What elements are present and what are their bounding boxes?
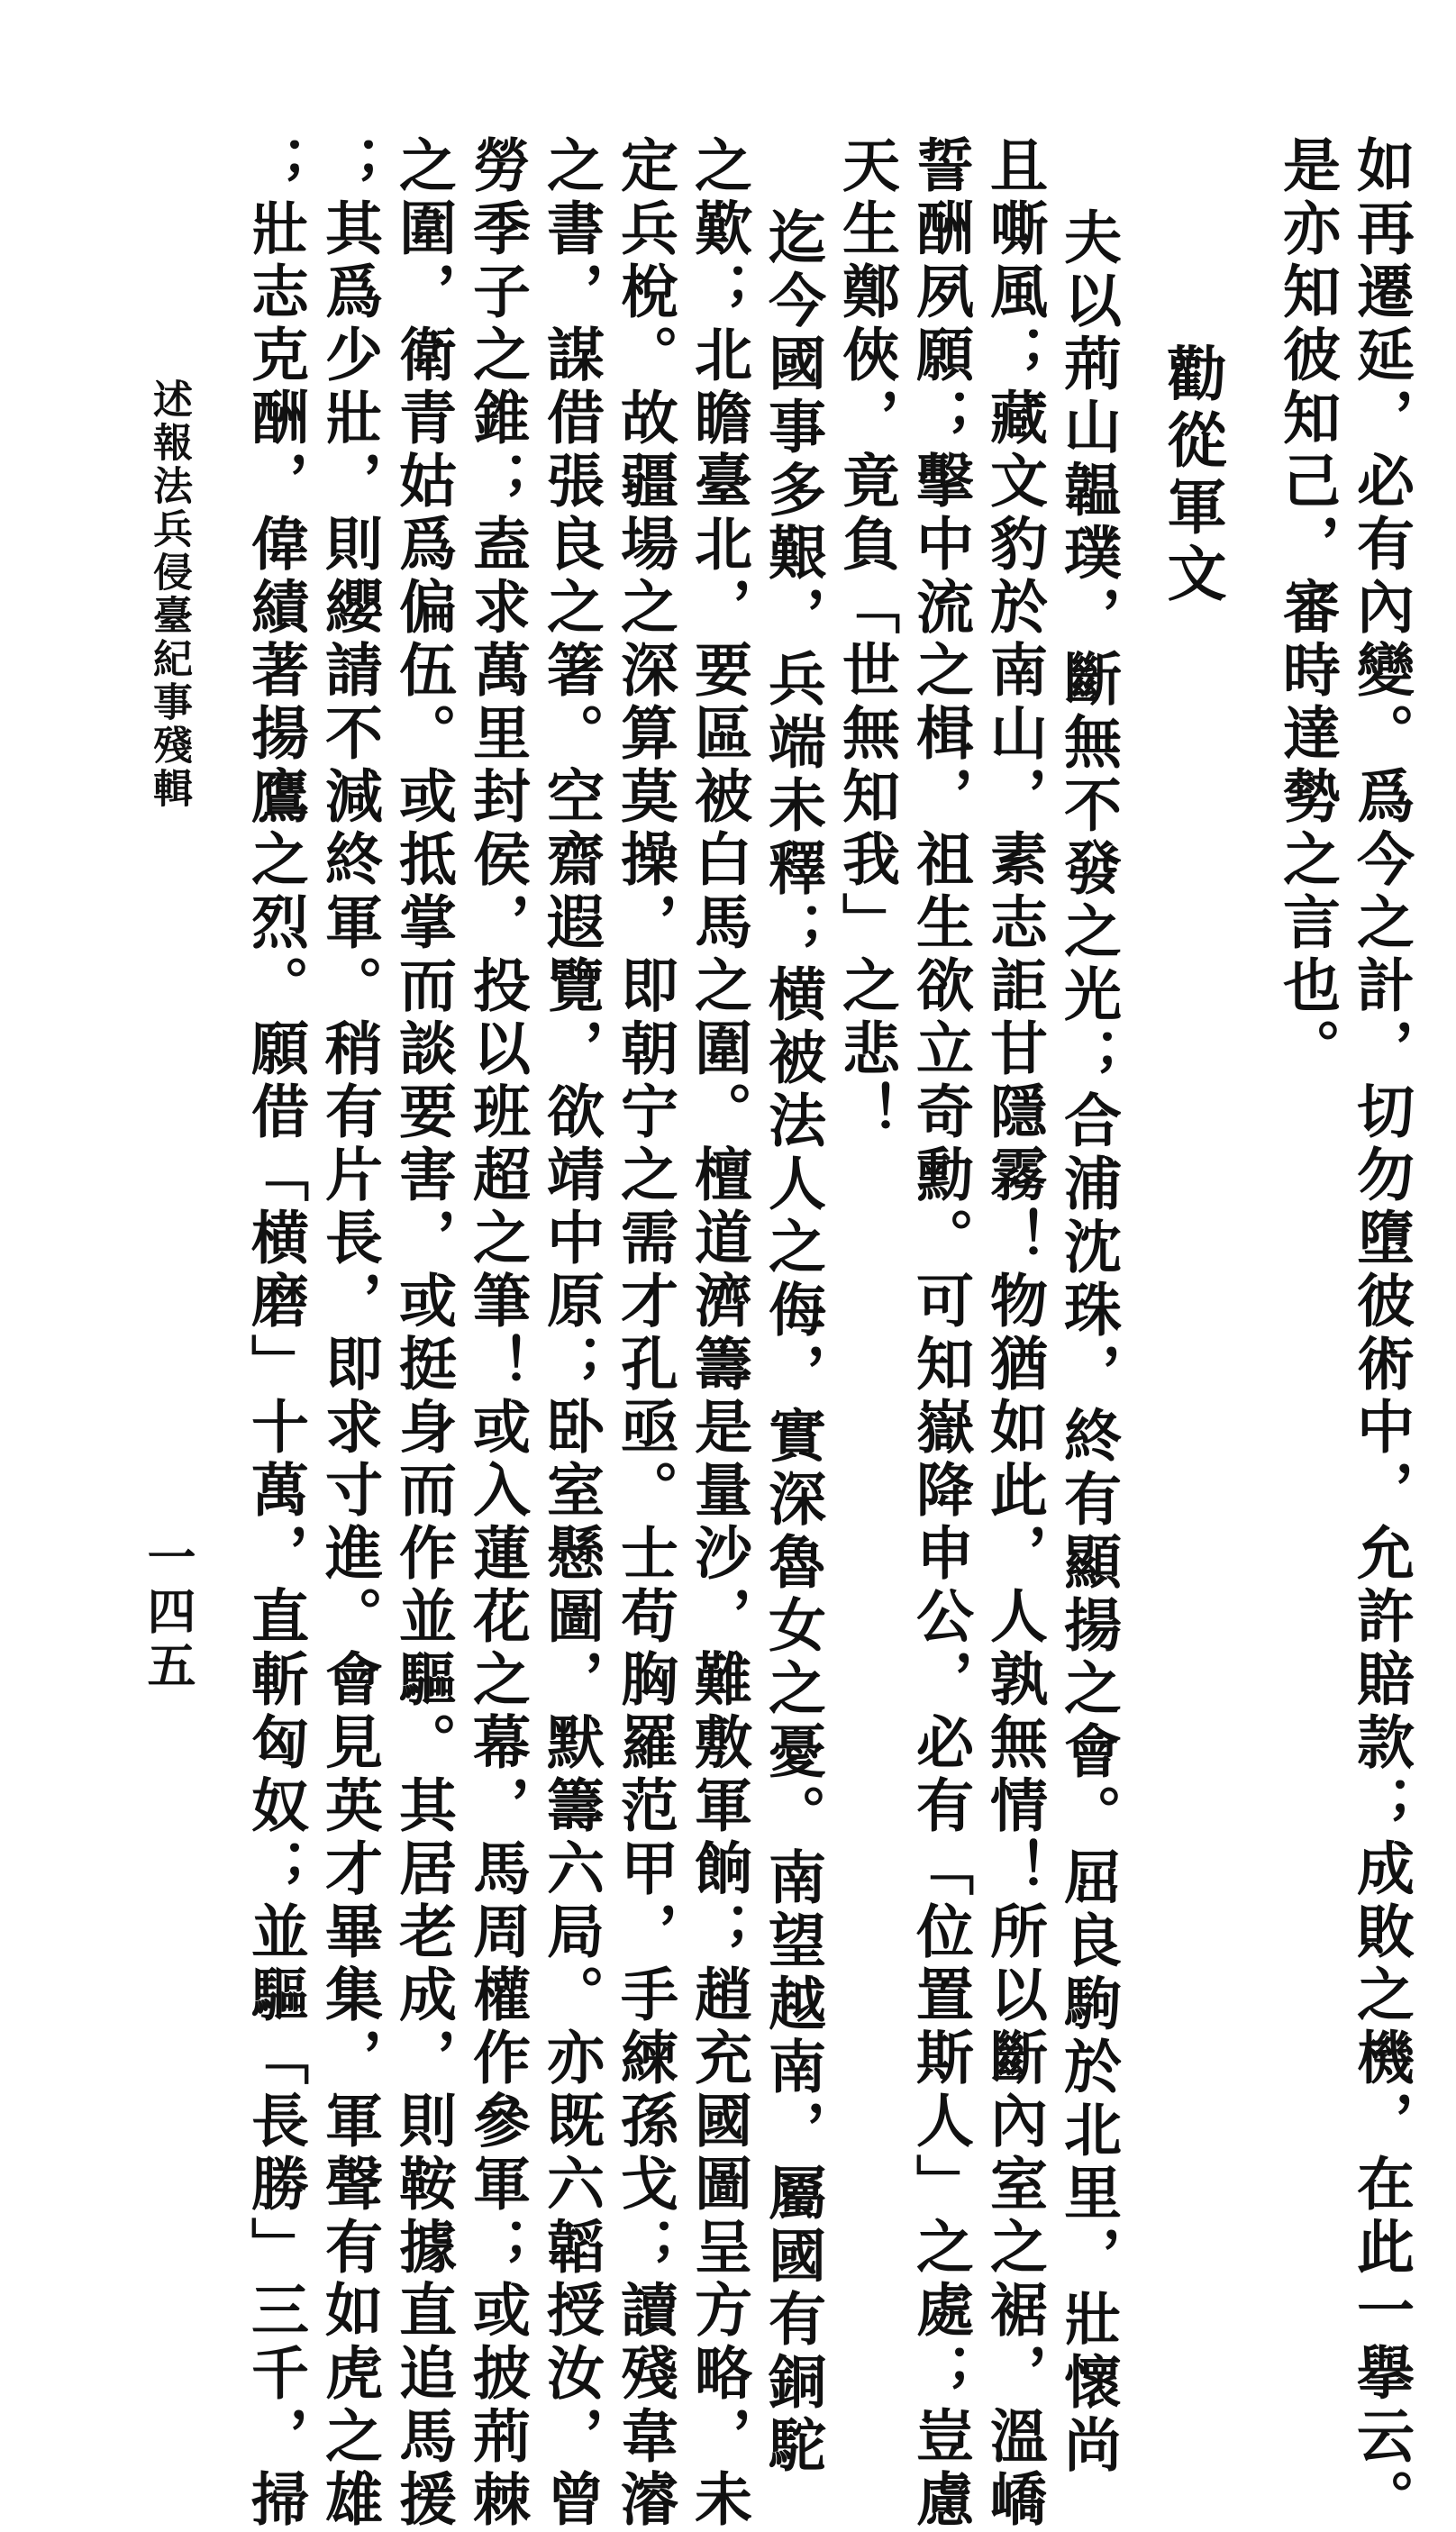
text-column: 天生鄭俠，竟負「世無知我」之悲！: [833, 135, 900, 1144]
text-column: ；其爲少壯，則纓請不減終軍。稍有片長，即求寸進。會見英才畢集，軍聲有如虎之雄: [315, 135, 383, 2532]
text-column: 如再遷延，必有內變。爲今之計，切勿墮彼術中，允許賠款；成敗之機，在此一擧云。: [1347, 135, 1415, 2532]
text-column: 之圍，衛青姑爲偏伍。或抵掌而談要害，或挺身而作並驅。其居老成，則鞍據直追馬援: [389, 135, 457, 2532]
text-column: 勞季子之錐；盍求萬里封侯，投以班超之筆！或入蓮花之幕，馬周權作參軍；或披荊棘: [463, 135, 531, 2532]
text-column: 夫以荊山韞璞，斷無不發之光；合浦沈珠，終有顯揚之會。屈良駒於北里，壯懷尚: [1054, 207, 1122, 2478]
text-column: 定兵梲。故疆場之深算莫操，即朝宁之需才孔亟。士苟胸羅范甲，手練孫戈；讀殘韋濬: [611, 135, 678, 2532]
running-head: 述報法兵侵臺紀事殘輯: [146, 378, 192, 811]
text-column: 且嘶風；藏文豹於南山，素志詎甘隱霧！物猶如此，人孰無情！所以斷內室之裾，溫嶠: [980, 135, 1048, 2532]
text-column: 誓酬夙願；擊中流之楫，祖生欲立奇勳。可知嶽降申公，必有「位置斯人」之處；豈慮: [906, 135, 974, 2532]
text-column: 之書，謀借張良之箸。空齋遐覽，欲靖中原；卧室懸圖，默籌六局。亦既六韜授汝，曾: [537, 135, 605, 2532]
page-number: 一四五: [140, 1532, 197, 1694]
text-column: 迄今國事多艱，兵端未釋；横被法人之侮，實深魯女之憂。南望越南，屬國有銅駝: [759, 207, 826, 2478]
essay-title: 勸從軍文: [1157, 342, 1227, 609]
text-column: 是亦知彼知己，審時達勢之言也。: [1273, 135, 1341, 1081]
text-column: 之歎；北瞻臺北，要區被白馬之圍。檀道濟籌是量沙，難敷軍餉；趙充國圖呈方略，未: [685, 135, 752, 2532]
text-column: ；壯志克酬，偉績著揚鷹之烈。願借「横磨」十萬，直斬匈奴；並驅「長勝」三千，掃: [241, 135, 309, 2532]
